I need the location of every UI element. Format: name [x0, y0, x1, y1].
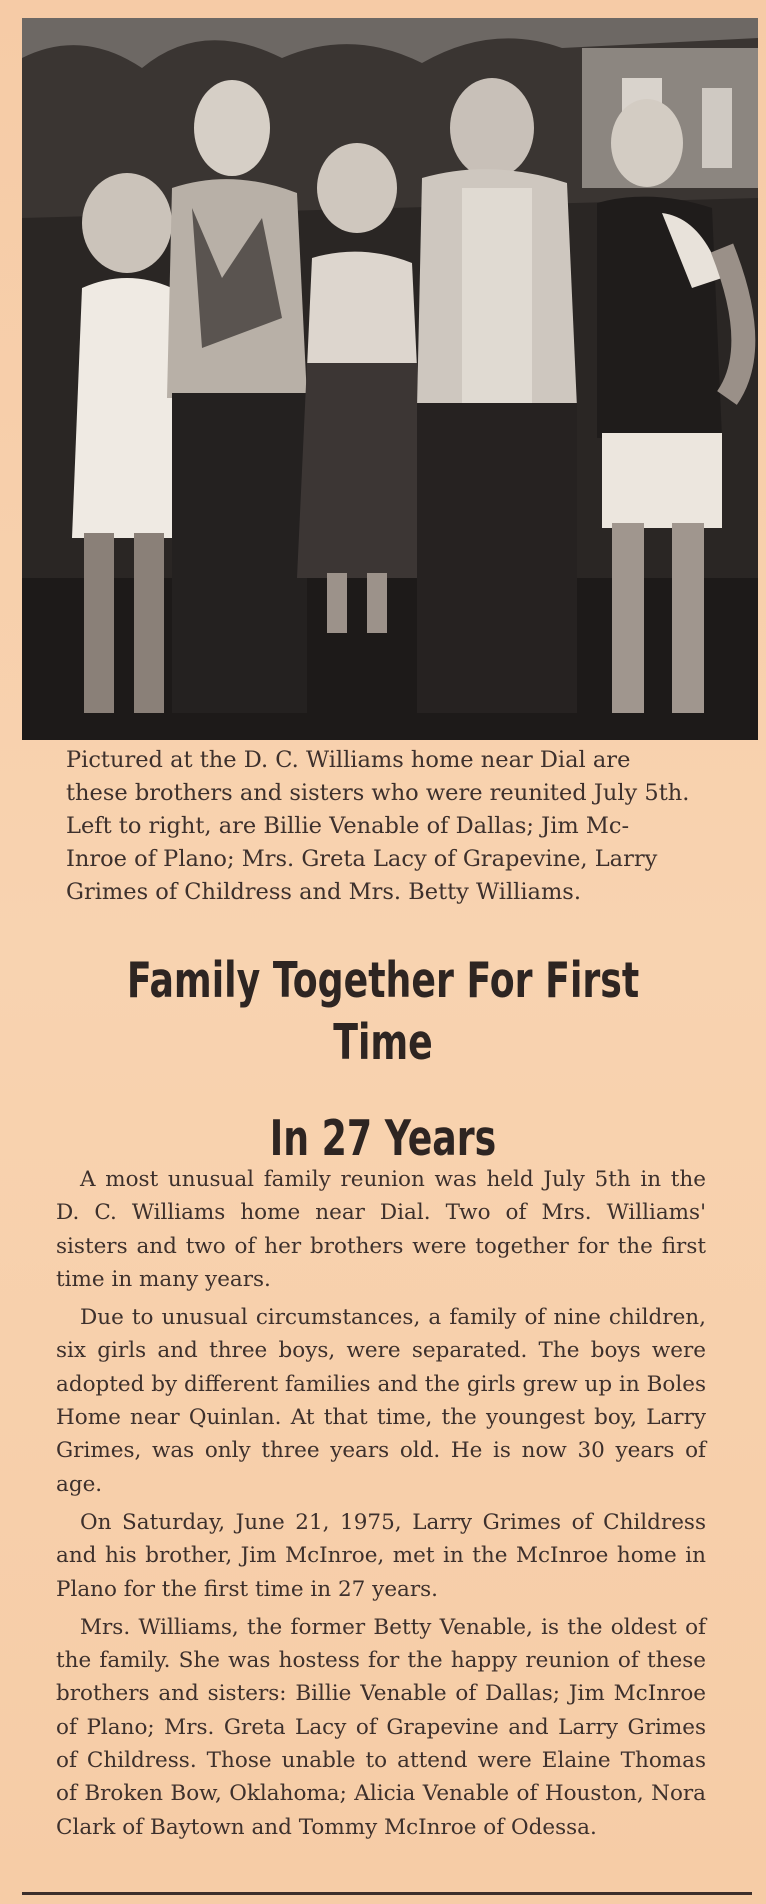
article-headline: [100, 950, 667, 1170]
photo-caption: [66, 744, 726, 909]
caption-line: Pictured at the D. C. Williams home near Dial are: [66, 747, 631, 773]
article-paragraph: Mrs. Williams, the former Betty Venable, is the oldest of the family. She was hostess for the happy reunion of these brothers and sisters: Billie Venable of Dallas; Jim McInroe of Plano; Mrs. Greta Lacy of Grapevine and Larry Grimes of Childress. Those unable to attend were Elaine Thomas of Broken Bow, Oklahoma; Alicia Venable of Houston, Nora Clark of Baytown and Tommy McInroe of Odessa.: [56, 1614, 706, 1840]
bottom-rule: [22, 1892, 752, 1895]
caption-line: these brothers and sisters who were reunited July 5th.: [66, 780, 690, 806]
headline-line-1: Family Together For First Time: [126, 952, 640, 1071]
article-paragraph: A most unusual family reunion was held July 5th in the D. C. Williams home near Dial. Two of Mrs. Williams' sisters and two of her brothers were together for the first time in many years.: [56, 1167, 706, 1292]
group-photo-illustration: [22, 18, 758, 740]
article-body: [56, 1163, 706, 1849]
headline-line-2: In 27 Years: [269, 1110, 497, 1167]
caption-line: Inroe of Plano; Mrs. Greta Lacy of Grapevine, Larry: [66, 846, 658, 872]
article-paragraph: Due to unusual circumstances, a family of nine children, six girls and three boys, were separated. The boys were adopted by different families and the girls grew up in Boles Home near Quinlan. At that time, the youngest boy, Larry Grimes, was only three years old. He is now 30 years of age.: [56, 1305, 706, 1497]
caption-line: Left to right, are Billie Venable of Dallas; Jim Mc-: [66, 813, 630, 839]
article-paragraph: On Saturday, June 21, 1975, Larry Grimes of Childress and his brother, Jim McInroe, met in the McInroe home in Plano for the first time in 27 years.: [56, 1509, 706, 1602]
caption-line: Grimes of Childress and Mrs. Betty Williams.: [66, 879, 581, 905]
group-photo: [22, 18, 758, 740]
